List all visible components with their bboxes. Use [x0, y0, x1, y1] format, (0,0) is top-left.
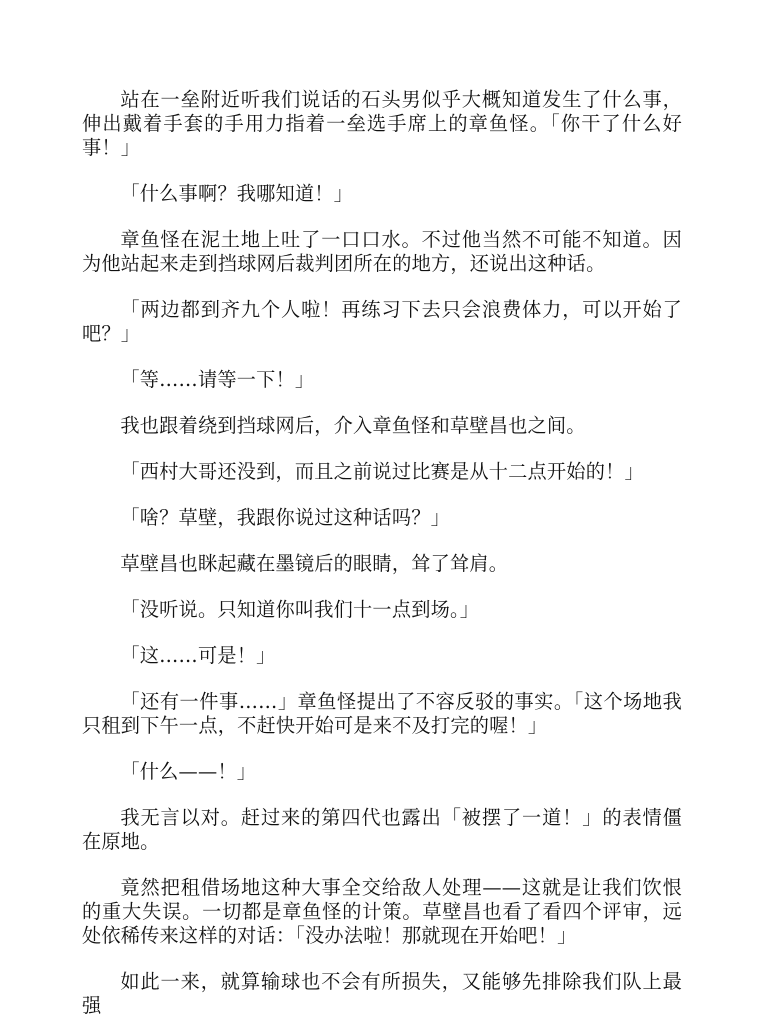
paragraph: 「还有一件事……」章鱼怪提出了不容反驳的事实。「这个场地我只租到下午一点，不赶快开始可是来不及打完的喔！」: [82, 690, 682, 737]
paragraph: 「什么事啊？我哪知道！」: [120, 182, 354, 205]
paragraph: 「西村大哥还没到，而且之前说过比赛是从十二点开始的！」: [120, 460, 644, 483]
paragraph: 「两边都到齐九个人啦！再练习下去只会浪费体力，可以开始了吧？」: [82, 298, 682, 345]
paragraph: 「这……可是！」: [120, 644, 276, 667]
document-page: [82, 88, 682, 1018]
paragraph: 如此一来，就算输球也不会有所损失，又能够先排除我们队上最强: [82, 970, 682, 1017]
paragraph: 「什么——！」: [120, 760, 257, 783]
paragraph: 竟然把租借场地这种大事全交给敌人处理——这就是让我们饮恨的重大失误。一切都是章鱼怪的计策。草壁昌也看了看四个评审，远处依稀传来这样的对话：「没办法啦！那就现在开始吧！」: [82, 876, 682, 947]
paragraph: 「等……请等一下！」: [120, 368, 315, 391]
paragraph: 站在一垒附近听我们说话的石头男似乎大概知道发生了什么事，伸出戴着手套的手用力指着一垒选手席上的章鱼怪。「你干了什么好事！」: [82, 88, 682, 159]
paragraph: 草壁昌也眯起藏在墨镜后的眼睛，耸了耸肩。: [120, 552, 509, 575]
paragraph: 「没听说。只知道你叫我们十一点到场。」: [120, 598, 480, 621]
paragraph: 章鱼怪在泥土地上吐了一口口水。不过他当然不可能不知道。因为他站起来走到挡球网后裁判团所在的地方，还说出这种话。: [82, 228, 682, 275]
paragraph: 「啥？草壁，我跟你说过这种话吗？」: [120, 506, 450, 529]
paragraph: 我无言以对。赶过来的第四代也露出「被摆了一道！」的表情僵在原地。: [82, 806, 682, 853]
paragraph: 我也跟着绕到挡球网后，介入章鱼怪和草壁昌也之间。: [120, 414, 586, 437]
